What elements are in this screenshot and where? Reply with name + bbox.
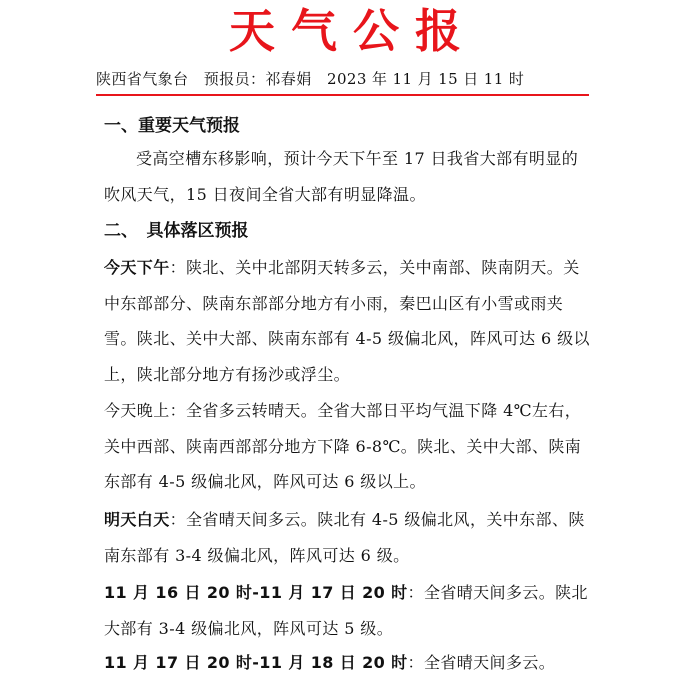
forecast-tomorrow	[104, 502, 590, 573]
forecast-tomorrow-text: ：全省晴天间多云。陕北有 4-5 级偏北风，关中东部、陕南东部有 3-4 级偏北风，阵风可达 6 级。	[104, 510, 585, 565]
forecast-nov17-18	[104, 645, 590, 681]
bulletin-title: 天气公报	[229, 4, 477, 58]
forecast-afternoon	[104, 250, 590, 392]
forecast-nov17-18-label: 11 月 17 日 20 时-11 月 18 日 20 时	[104, 653, 408, 672]
forecast-nov17-18-text: ：全省晴天间多云。	[407, 653, 556, 672]
forecast-nov16-17-text: ：全省晴天间多云。陕北大部有 3-4 级偏北风，阵风可达 5 级。	[104, 583, 588, 638]
forecast-tomorrow-label: 明天白天	[104, 510, 170, 529]
bulletin-header-info: 陕西省气象台 预报员：祁春娟 2023 年 11 月 15 日 11 时	[96, 70, 525, 88]
forecast-afternoon-label: 今天下午	[104, 258, 170, 277]
forecast-nov16-17-label: 11 月 16 日 20 时-11 月 17 日 20 时	[104, 583, 408, 602]
forecast-tonight-text: ：全省多云转晴天。全省大部日平均气温下降 4℃左右，关中西部、陕南西部部分地方下降 6-8℃。陕北、关中大部、陕南东部有 4-5 级偏北风，阵风可达 6 级以上。	[104, 401, 582, 491]
important-forecast-paragraph: 受高空槽东移影响，预计今天下午至 17 日我省大部有明显的吹风天气，15 日夜间全省大部有明显降温。	[104, 149, 579, 204]
forecast-tonight	[104, 393, 590, 500]
forecast-afternoon-text: ：陕北、关中北部阴天转多云，关中南部、陕南阴天。关中东部部分、陕南东部部分地方有小雨，秦巴山区有小雪或雨夹雪。陕北、关中大部、陕南东部有 4-5 级偏北风，阵风可达 6 级以上，陕北部分地方有扬沙或浮尘。	[104, 258, 590, 384]
header-divider	[96, 94, 589, 96]
forecast-tonight-label: 今天晚上	[104, 401, 170, 420]
section-heading-important: 一、重要天气预报	[104, 116, 240, 136]
forecast-nov16-17	[104, 575, 590, 646]
section-heading-regional: 二、 具体落区预报	[104, 221, 249, 241]
